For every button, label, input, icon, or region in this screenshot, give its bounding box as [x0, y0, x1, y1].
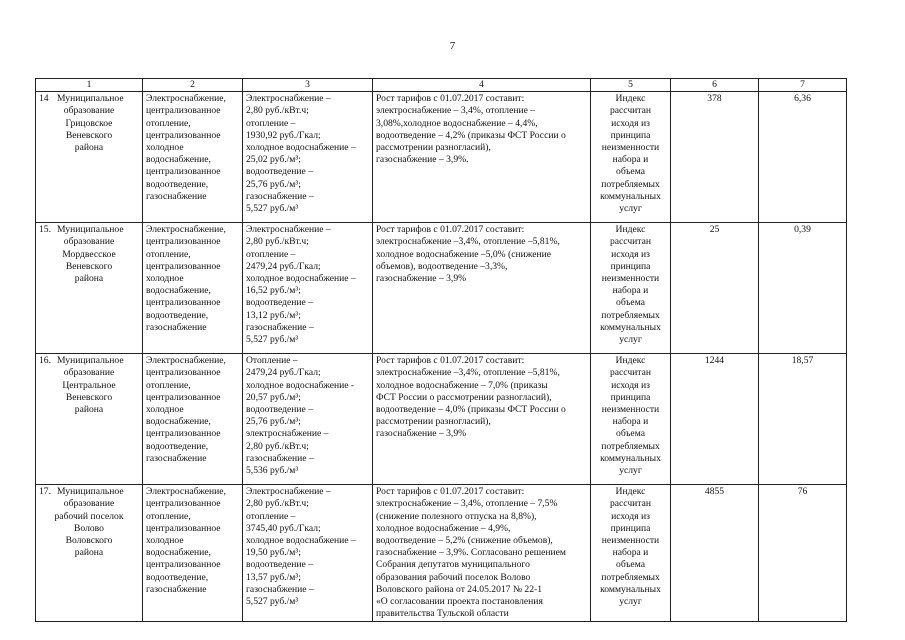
- tariffs-cell-line: 20,57 руб./м³;: [246, 391, 301, 403]
- basis-cell-line: коммунальных: [600, 321, 661, 333]
- tariffs-cell-line: Электроснабжение –: [246, 486, 331, 498]
- municipality-line: образование: [63, 498, 115, 510]
- basis-cell-line: набора и: [612, 547, 649, 559]
- municipality-line: Веневского: [65, 260, 113, 272]
- header-cell: 7: [759, 79, 847, 92]
- tariffs-cell-line: Электроснабжение –: [246, 93, 331, 105]
- municipality-line: района: [74, 273, 104, 285]
- basis-cell-line: услуг: [619, 203, 642, 215]
- municipality-line: Муниципальное: [57, 224, 124, 236]
- tariffs-cell-line: 19,50 руб./м³;: [246, 547, 301, 559]
- municipality-line: Муниципальное: [57, 93, 124, 105]
- tariffs-cell-line: отопление –: [246, 117, 296, 129]
- table-row: [36, 354, 847, 485]
- basis-cell-line: Индекс: [615, 224, 646, 236]
- services-cell-line: отопление,: [146, 248, 191, 260]
- basis-cell-line: принципа: [610, 260, 651, 272]
- growth-cell-line: Рост тарифов с 01.07.2017 составит:: [376, 355, 525, 367]
- growth-cell-line: Рост тарифов с 01.07.2017 составит:: [376, 224, 525, 236]
- municipality-line: Веневского: [65, 391, 113, 403]
- page-number: 7: [449, 40, 456, 52]
- tariffs-cell: [243, 223, 373, 354]
- header-cell: 6: [671, 79, 759, 92]
- tariffs-cell-line: 13,12 руб./м³;: [246, 309, 301, 321]
- municipality-line: Центральное: [62, 379, 116, 391]
- tariffs-cell-line: газоснабжение –: [246, 583, 314, 595]
- tariffs-cell-line: 2,80 руб./кВт.ч;: [246, 105, 309, 117]
- table-row: [36, 92, 847, 223]
- tariffs-cell-line: отопление –: [246, 248, 296, 260]
- municipality-line: Муниципальное: [57, 355, 124, 367]
- value-cell-7: 6,36: [759, 92, 847, 223]
- basis-cell-line: набора и: [612, 285, 649, 297]
- growth-cell-line: газоснабжение – 3,9%. Согласовано решением: [376, 547, 566, 559]
- basis-cell-line: услуг: [619, 334, 642, 346]
- tariffs-cell-line: 5,536 руб./м³: [246, 465, 299, 477]
- growth-cell-line: Собрания депутатов муниципального: [376, 559, 530, 571]
- growth-cell-line: объемов), водоотведение –3,3%,: [376, 260, 508, 272]
- tariffs-cell-line: 5,527 руб./м³: [246, 334, 299, 346]
- growth-cell-line: электроснабжение – 3,4%, отопление –: [376, 105, 536, 117]
- services-cell-line: холодное: [146, 142, 184, 154]
- tariffs-cell-line: холодное водоснабжение –: [246, 273, 356, 285]
- basis-cell-line: коммунальных: [600, 583, 661, 595]
- basis-cell-line: потребляемых: [601, 440, 660, 452]
- municipality-line: района: [74, 142, 104, 154]
- basis-cell-line: Индекс: [615, 355, 646, 367]
- basis-cell-line: набора и: [612, 416, 649, 428]
- municipality-line: Грицовское: [65, 117, 113, 129]
- table-row: [36, 223, 847, 354]
- header-cell: 4: [373, 79, 591, 92]
- tariffs-cell-line: 25,76 руб./м³;: [246, 416, 301, 428]
- tariffs-cell-line: электроснабжение –: [246, 428, 329, 440]
- basis-cell-line: принципа: [610, 391, 651, 403]
- municipality-line: образование: [63, 105, 115, 117]
- municipality-line: образование: [63, 236, 115, 248]
- services-cell-line: централизованное: [146, 391, 221, 403]
- services-cell-line: газоснабжение: [146, 321, 207, 333]
- tariffs-cell-line: отопление –: [246, 510, 296, 522]
- services-cell-line: централизованное: [146, 367, 221, 379]
- value-cell-7: 18,57: [759, 354, 847, 485]
- services-cell-line: холодное: [146, 273, 184, 285]
- growth-cell-line: водоотведение – 5,2% (снижение объемов),: [376, 535, 553, 547]
- basis-cell: [591, 223, 671, 354]
- tariffs-cell-line: водоотведение –: [246, 297, 313, 309]
- row-number: 14: [39, 93, 49, 105]
- services-cell: [143, 223, 243, 354]
- services-cell-line: водоснабжение,: [146, 416, 211, 428]
- services-cell-line: централизованное: [146, 428, 221, 440]
- basis-cell-line: объема: [616, 166, 645, 178]
- tariffs-cell-line: газоснабжение –: [246, 190, 314, 202]
- growth-cell-line: газоснабжение – 3,9%: [376, 273, 467, 285]
- services-cell-line: централизованное: [146, 129, 221, 141]
- municipality-line: Муниципальное: [57, 486, 124, 498]
- value-cell-6: 1244: [671, 354, 759, 485]
- services-cell: [143, 485, 243, 622]
- services-cell-line: газоснабжение: [146, 190, 207, 202]
- basis-cell-line: исходя из: [611, 248, 650, 260]
- basis-cell-line: рассчитан: [609, 367, 652, 379]
- tariffs-cell-line: водоотведение –: [246, 559, 313, 571]
- services-cell-line: водоснабжение,: [146, 547, 211, 559]
- services-cell-line: централизованное: [146, 260, 221, 272]
- services-cell-line: водоотведение,: [146, 178, 209, 190]
- municipality-line: Веневского: [65, 129, 113, 141]
- growth-cell-line: газоснабжение – 3,9%.: [376, 154, 469, 166]
- growth-cell: [373, 92, 591, 223]
- services-cell-line: централизованное: [146, 297, 221, 309]
- tariffs-cell-line: 2,80 руб./кВт.ч;: [246, 498, 309, 510]
- basis-cell: [591, 354, 671, 485]
- tariffs-cell: [243, 92, 373, 223]
- header-cell: 5: [591, 79, 671, 92]
- services-cell-line: водоснабжение,: [146, 285, 211, 297]
- tariff-table: [35, 78, 847, 622]
- header-row: [36, 79, 847, 92]
- value-cell-7: 76: [759, 485, 847, 622]
- basis-cell-line: коммунальных: [600, 190, 661, 202]
- header-cell: 3: [243, 79, 373, 92]
- table-row: [36, 485, 847, 622]
- services-cell-line: водоотведение,: [146, 309, 209, 321]
- growth-cell-line: водоотведение – 4,0% (приказы ФСТ России о: [376, 404, 566, 416]
- basis-cell-line: неизменности: [601, 273, 660, 285]
- tariffs-cell-line: 5,527 руб./м³: [246, 203, 299, 215]
- municipality-line: Воловского: [65, 535, 113, 547]
- tariffs-cell-line: Отопление –: [246, 355, 298, 367]
- municipality-line: Волово: [74, 522, 104, 534]
- growth-cell-line: Рост тарифов с 01.07.2017 составит:: [376, 93, 525, 105]
- basis-cell-line: услуг: [619, 596, 642, 608]
- municipality-line: района: [74, 404, 104, 416]
- services-cell-line: отопление,: [146, 117, 191, 129]
- basis-cell-line: неизменности: [601, 404, 660, 416]
- basis-cell-line: Индекс: [615, 93, 646, 105]
- basis-cell-line: потребляемых: [601, 571, 660, 583]
- growth-cell: [373, 354, 591, 485]
- growth-cell-line: Рост тарифов с 01.07.2017 составит:: [376, 486, 525, 498]
- services-cell-line: холодное: [146, 404, 184, 416]
- header-cell: 1: [36, 79, 143, 92]
- growth-cell-line: газоснабжение – 3,9%: [376, 428, 467, 440]
- services-cell-line: газоснабжение: [146, 583, 207, 595]
- growth-cell-line: холодное водоснабжение – 7,0% (приказы: [376, 379, 548, 391]
- growth-cell-line: электроснабжение –3,4%, отопление –5,81%,: [376, 367, 560, 379]
- services-cell-line: Электроснабжение,: [146, 224, 226, 236]
- basis-cell-line: объема: [616, 297, 645, 309]
- tariffs-cell-line: 16,52 руб./м³;: [246, 285, 301, 297]
- basis-cell-line: исходя из: [611, 510, 650, 522]
- services-cell-line: централизованное: [146, 166, 221, 178]
- basis-cell-line: потребляемых: [601, 178, 660, 190]
- municipality-cell: [36, 223, 143, 354]
- basis-cell-line: исходя из: [611, 117, 650, 129]
- growth-cell-line: электроснабжение – 3,4%, отопление – 7,5%: [376, 498, 558, 510]
- growth-cell: [373, 485, 591, 622]
- tariffs-cell-line: 25,76 руб./м³;: [246, 178, 301, 190]
- basis-cell-line: коммунальных: [600, 452, 661, 464]
- value-cell-7: 0,39: [759, 223, 847, 354]
- growth-cell-line: рассмотрении разногласий),: [376, 416, 491, 428]
- tariffs-cell-line: водоотведение –: [246, 166, 313, 178]
- basis-cell-line: Индекс: [615, 486, 646, 498]
- growth-cell-line: 3,08%,холодное водоснабжение – 4,4%,: [376, 117, 538, 129]
- services-cell-line: Электроснабжение,: [146, 93, 226, 105]
- row-number: 15.: [39, 224, 51, 236]
- tariffs-cell-line: 13,57 руб./м³;: [246, 571, 301, 583]
- growth-cell-line: электроснабжение –3,4%, отопление –5,81%,: [376, 236, 560, 248]
- services-cell: [143, 354, 243, 485]
- services-cell-line: Электроснабжение,: [146, 486, 226, 498]
- municipality-cell: [36, 485, 143, 622]
- tariffs-cell-line: 2479,24 руб./Гкал;: [246, 367, 321, 379]
- services-cell-line: централизованное: [146, 236, 221, 248]
- basis-cell-line: принципа: [610, 522, 651, 534]
- tariffs-cell-line: газоснабжение –: [246, 321, 314, 333]
- services-cell-line: газоснабжение: [146, 452, 207, 464]
- municipality-line: района: [74, 547, 104, 559]
- growth-cell-line: холодное водоснабжение – 4,9%,: [376, 522, 511, 534]
- services-cell-line: централизованное: [146, 498, 221, 510]
- growth-cell-line: ФСТ России о рассмотрении разногласий),: [376, 391, 552, 403]
- services-cell-line: Электроснабжение,: [146, 355, 226, 367]
- services-cell: [143, 92, 243, 223]
- basis-cell-line: принципа: [610, 129, 651, 141]
- tariffs-cell-line: Электроснабжение –: [246, 224, 331, 236]
- tariffs-cell-line: газоснабжение –: [246, 452, 314, 464]
- tariffs-cell-line: 5,527 руб./м³: [246, 596, 299, 608]
- services-cell-line: отопление,: [146, 379, 191, 391]
- municipality-line: Мордвесское: [62, 248, 116, 260]
- tariffs-cell-line: 2479,24 руб./Гкал;: [246, 260, 321, 272]
- tariffs-cell-line: 25,02 руб./м³;: [246, 154, 301, 166]
- value-cell-6: 25: [671, 223, 759, 354]
- value-cell-6: 378: [671, 92, 759, 223]
- basis-cell-line: неизменности: [601, 535, 660, 547]
- municipality-line: рабочий поселок: [54, 510, 124, 522]
- basis-cell-line: потребляемых: [601, 309, 660, 321]
- tariffs-cell-line: холодное водоснабжение –: [246, 142, 356, 154]
- tariffs-cell-line: 2,80 руб./кВт.ч;: [246, 440, 309, 452]
- row-number: 17.: [39, 486, 51, 498]
- basis-cell-line: рассчитан: [609, 236, 652, 248]
- growth-cell-line: образования рабочий поселок Волово: [376, 571, 531, 583]
- municipality-cell: [36, 354, 143, 485]
- tariffs-cell: [243, 354, 373, 485]
- basis-cell: [591, 485, 671, 622]
- tariffs-cell: [243, 485, 373, 622]
- header-cell: 2: [143, 79, 243, 92]
- basis-cell-line: набора и: [612, 154, 649, 166]
- basis-cell-line: исходя из: [611, 379, 650, 391]
- growth-cell-line: правительства Тульской области: [376, 608, 509, 620]
- basis-cell-line: неизменности: [601, 142, 660, 154]
- tariffs-cell-line: водоотведение –: [246, 404, 313, 416]
- services-cell-line: централизованное: [146, 105, 221, 117]
- basis-cell-line: объема: [616, 428, 645, 440]
- services-cell-line: централизованное: [146, 522, 221, 534]
- tariffs-cell-line: 2,80 руб./кВт.ч;: [246, 236, 309, 248]
- growth-cell-line: Воловского района от 24.05.2017 № 22-1: [376, 583, 542, 595]
- services-cell-line: холодное: [146, 535, 184, 547]
- basis-cell-line: услуг: [619, 465, 642, 477]
- services-cell-line: отопление,: [146, 510, 191, 522]
- value-cell-6: 4855: [671, 485, 759, 622]
- tariffs-cell-line: холодное водоснабжение –: [246, 535, 356, 547]
- services-cell-line: централизованное: [146, 559, 221, 571]
- municipality-cell: [36, 92, 143, 223]
- services-cell-line: водоотведение,: [146, 571, 209, 583]
- basis-cell: [591, 92, 671, 223]
- growth-cell-line: холодное водоснабжение –5,0% (снижение: [376, 248, 552, 260]
- row-number: 16.: [39, 355, 51, 367]
- basis-cell-line: объема: [616, 559, 645, 571]
- municipality-line: образование: [63, 367, 115, 379]
- tariffs-cell-line: 1930,92 руб./Гкал;: [246, 129, 321, 141]
- tariffs-cell-line: 3745,40 руб./Гкал;: [246, 522, 321, 534]
- growth-cell-line: рассмотрении разногласий),: [376, 142, 491, 154]
- services-cell-line: водоснабжение,: [146, 154, 211, 166]
- growth-cell-line: «О согласовании проекта постановления: [376, 596, 543, 608]
- basis-cell-line: рассчитан: [609, 105, 652, 117]
- basis-cell-line: рассчитан: [609, 498, 652, 510]
- growth-cell-line: водоотведение – 4,2% (приказы ФСТ России о: [376, 129, 566, 141]
- services-cell-line: водоотведение,: [146, 440, 209, 452]
- tariffs-cell-line: холодное водоснабжение -: [246, 379, 355, 391]
- growth-cell-line: (снижение полезного отпуска на 8,8%),: [376, 510, 537, 522]
- growth-cell: [373, 223, 591, 354]
